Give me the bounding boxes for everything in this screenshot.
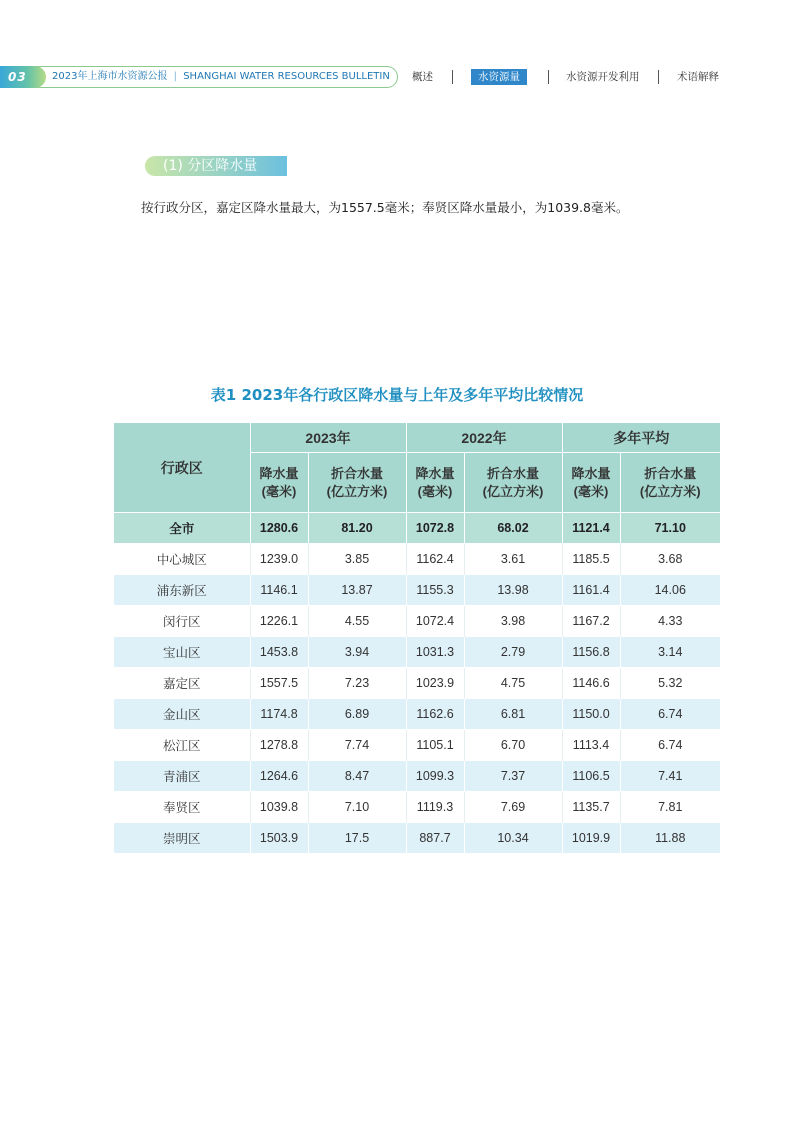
table-cell: 1264.6 — [250, 761, 308, 792]
page-header — [0, 66, 794, 90]
table-cell: 71.10 — [620, 513, 720, 544]
table-cell: 3.94 — [308, 637, 406, 668]
table-cell: 1278.8 — [250, 730, 308, 761]
region-name-cell: 金山区 — [114, 699, 250, 730]
table-cell: 8.47 — [308, 761, 406, 792]
table-row — [114, 637, 720, 668]
sub-header-water-volume: 折合水量 (亿立方米) — [620, 453, 720, 513]
table-caption: 表1 2023年各行政区降水量与上年及多年平均比较情况 — [210, 386, 584, 404]
table-cell: 3.14 — [620, 637, 720, 668]
region-name-cell: 闵行区 — [114, 606, 250, 637]
nav-separator — [548, 70, 549, 84]
table-cell: 1119.3 — [406, 792, 464, 823]
table-cell: 10.34 — [464, 823, 562, 854]
region-name-cell: 青浦区 — [114, 761, 250, 792]
table-row — [114, 730, 720, 761]
table-cell: 1031.3 — [406, 637, 464, 668]
nav-separator — [658, 70, 659, 84]
section-heading: (1) 分区降水量 — [163, 158, 258, 174]
table-total-row — [114, 513, 720, 544]
table-cell: 1113.4 — [562, 730, 620, 761]
region-name-cell: 松江区 — [114, 730, 250, 761]
table-cell: 7.41 — [620, 761, 720, 792]
sub-header-water-volume: 折合水量 (亿立方米) — [464, 453, 562, 513]
intro-paragraph: 按行政分区，嘉定区降水量最大，为1557.5毫米；奉贤区降水量最小，为1039.8毫米。 — [141, 200, 629, 215]
bulletin-title-divider: | — [173, 71, 178, 82]
table-row — [114, 544, 720, 575]
table-cell: 1162.4 — [406, 544, 464, 575]
table-cell: 6.89 — [308, 699, 406, 730]
table-cell: 7.81 — [620, 792, 720, 823]
table-cell: 1156.8 — [562, 637, 620, 668]
table-cell: 5.32 — [620, 668, 720, 699]
table-cell: 1280.6 — [250, 513, 308, 544]
table-cell: 1162.6 — [406, 699, 464, 730]
table-cell: 1453.8 — [250, 637, 308, 668]
table-cell: 4.55 — [308, 606, 406, 637]
table-row — [114, 606, 720, 637]
table-cell: 1161.4 — [562, 575, 620, 606]
table-cell: 1503.9 — [250, 823, 308, 854]
region-column-header: 行政区 — [114, 423, 250, 513]
table-row — [114, 668, 720, 699]
table-cell: 1072.4 — [406, 606, 464, 637]
table-cell: 1239.0 — [250, 544, 308, 575]
region-name-cell: 奉贤区 — [114, 792, 250, 823]
sub-header-precipitation: 降水量 (毫米) — [250, 453, 308, 513]
table-cell: 1072.8 — [406, 513, 464, 544]
table-cell: 17.5 — [308, 823, 406, 854]
table-cell: 1150.0 — [562, 699, 620, 730]
table-cell: 1135.7 — [562, 792, 620, 823]
table-cell: 6.81 — [464, 699, 562, 730]
table-cell: 1185.5 — [562, 544, 620, 575]
table-cell: 全市 — [114, 513, 250, 544]
table-cell: 7.37 — [464, 761, 562, 792]
table-cell: 3.85 — [308, 544, 406, 575]
table-row — [114, 792, 720, 823]
bulletin-title — [52, 66, 390, 88]
nav-item-glossary[interactable]: 术语解释 — [677, 71, 719, 83]
nav-item-water-resources[interactable]: 水资源量 — [471, 69, 527, 85]
nav-item-development-use[interactable]: 水资源开发利用 — [566, 71, 640, 83]
table-cell: 1167.2 — [562, 606, 620, 637]
section-heading-tag — [145, 156, 287, 176]
table-cell: 1146.1 — [250, 575, 308, 606]
table-cell: 4.75 — [464, 668, 562, 699]
table-cell: 6.74 — [620, 699, 720, 730]
table-cell: 81.20 — [308, 513, 406, 544]
table-cell: 3.61 — [464, 544, 562, 575]
bulletin-title-cn: 2023年上海市水资源公报 — [52, 71, 168, 82]
region-name-cell: 中心城区 — [114, 544, 250, 575]
table-cell: 1121.4 — [562, 513, 620, 544]
sub-header-precipitation: 降水量 (毫米) — [562, 453, 620, 513]
group-header-2022: 2022年 — [406, 423, 562, 453]
table-cell: 6.70 — [464, 730, 562, 761]
table-cell: 1039.8 — [250, 792, 308, 823]
table-cell: 1174.8 — [250, 699, 308, 730]
table-cell: 68.02 — [464, 513, 562, 544]
table-cell: 13.98 — [464, 575, 562, 606]
region-name-cell: 宝山区 — [114, 637, 250, 668]
sub-header-precipitation: 降水量 (毫米) — [406, 453, 464, 513]
table-cell: 7.10 — [308, 792, 406, 823]
table-cell: 1146.6 — [562, 668, 620, 699]
table-group-header-row — [114, 423, 720, 453]
table-cell: 4.33 — [620, 606, 720, 637]
table-cell: 1557.5 — [250, 668, 308, 699]
group-header-2023: 2023年 — [250, 423, 406, 453]
table-cell: 11.88 — [620, 823, 720, 854]
table-row — [114, 575, 720, 606]
table-cell: 1226.1 — [250, 606, 308, 637]
table-cell: 887.7 — [406, 823, 464, 854]
table-row — [114, 823, 720, 854]
table-cell: 1099.3 — [406, 761, 464, 792]
table-cell: 3.68 — [620, 544, 720, 575]
table-cell: 1106.5 — [562, 761, 620, 792]
table-cell: 7.23 — [308, 668, 406, 699]
sub-header-water-volume: 折合水量 (亿立方米) — [308, 453, 406, 513]
table-cell: 1023.9 — [406, 668, 464, 699]
table-row — [114, 699, 720, 730]
nav-item-overview[interactable]: 概述 — [412, 71, 433, 83]
table-cell: 1105.1 — [406, 730, 464, 761]
group-header-average: 多年平均 — [562, 423, 720, 453]
region-name-cell: 崇明区 — [114, 823, 250, 854]
table-cell: 7.74 — [308, 730, 406, 761]
page-number-badge: 03 — [0, 66, 46, 88]
table-cell: 7.69 — [464, 792, 562, 823]
region-name-cell: 嘉定区 — [114, 668, 250, 699]
table-cell: 14.06 — [620, 575, 720, 606]
precipitation-table — [114, 423, 720, 853]
table-cell: 3.98 — [464, 606, 562, 637]
region-name-cell: 浦东新区 — [114, 575, 250, 606]
table-cell: 2.79 — [464, 637, 562, 668]
table-cell: 1019.9 — [562, 823, 620, 854]
table-cell: 1155.3 — [406, 575, 464, 606]
nav-separator — [452, 70, 453, 84]
bulletin-title-en: SHANGHAI WATER RESOURCES BULLETIN — [183, 71, 390, 82]
table-row — [114, 761, 720, 792]
table-cell: 13.87 — [308, 575, 406, 606]
table-cell: 6.74 — [620, 730, 720, 761]
